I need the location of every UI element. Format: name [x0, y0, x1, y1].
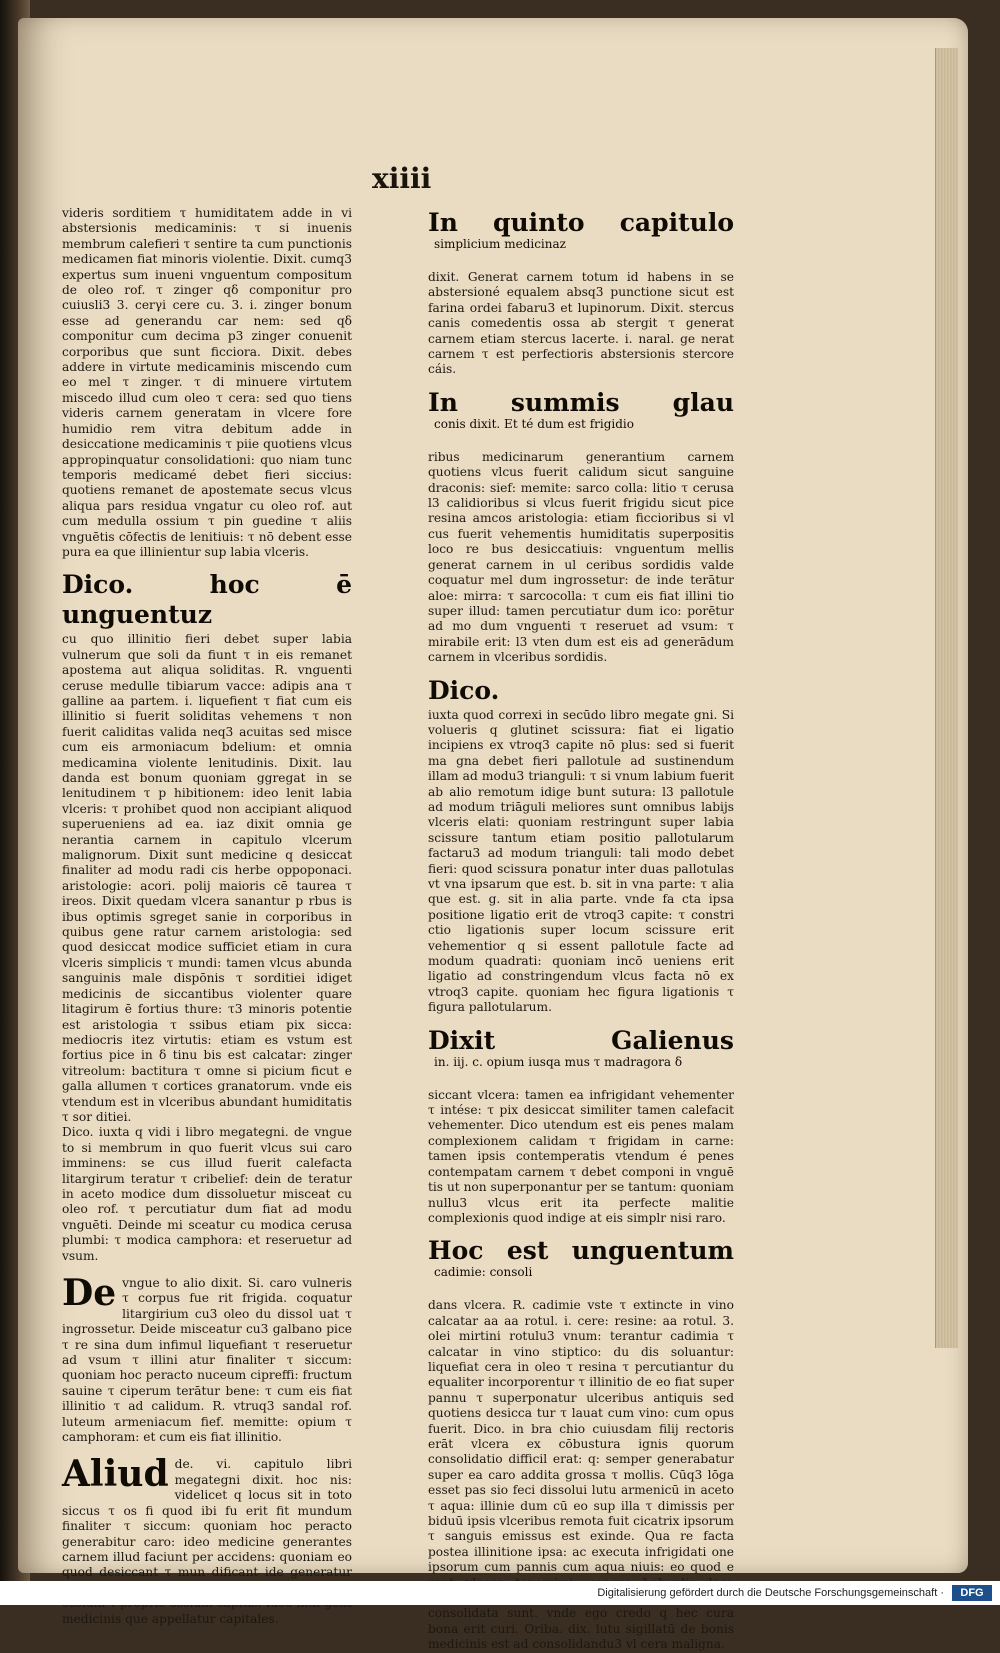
dico-section-right: [428, 708, 734, 1016]
summis-section: [428, 450, 734, 666]
hoc-heading-text: Hoc est unguentum: [428, 1236, 734, 1266]
folio-number: xiiii: [372, 162, 432, 195]
galienus-section: [428, 1088, 734, 1227]
hoc-heading-small: cadimie: consoli: [434, 1265, 533, 1280]
dico-text-right: iuxta quod correxi in secūdo libro megate gni. Si volueris q glutinet scissura: fiat ei ligatio incipiens ex vtroq3 capite nō plus: sed si fuerit ma gna debet fieri pallotule ad sustinendum illam ad modu3 trianguli: τ si vnum labium fuerit ab alio remotum idige bunt sutura: l3 pallotule ad modum triāguli meliores sunt omnibus labijs vlceris elati: quoniam restringunt super labia scissure tantum etiam positio pallotularum factaru3 ad modum trianguli: tali modo debet fieri: quod scissura ponatur inter duas pallotulas vt vna ipsarum que est. b. sit in vna parte: τ alia que est. g. sit in alia parte. vnde fa cta ipsa positione ligatio erit de vtroq3 capite: τ constri ctio ligationis super locum scissure erit vehementior q si essent pallotule facte ad modum quadrati: quoniam incō ueniens erit ligatio ad constringendum vlcus facta nō ex vtroq3 capite. quoniam hec figura ligationis τ figura pallotularum.: [428, 707, 734, 1015]
footer-credit: Digitalisierung gefördert durch die Deutsche Forschungsgemeinschaft ·: [597, 1587, 944, 1599]
dico-section-left: [62, 632, 352, 1125]
galienus-text: siccant vlcera: tamen ea infrigidant vehementer τ intése: τ pix desiccat similiter tamen calefacit vehementer. Dico utendum est eis penes malam complexionem calidam τ frigidam in carne: tamen ipsis contemperatis vtendum é penes contempatam carnem τ debet componi in vnguē tis ut non superponantur per se tantum: quoniam nullu3 vlcus erit ita perfecte malitie complexionis quod indige at eis simplr nisi raro.: [428, 1087, 734, 1225]
dfg-logo: DFG: [952, 1585, 992, 1601]
de-initial: De: [62, 1272, 117, 1314]
summis-heading: [428, 388, 734, 448]
dico-heading-right: Dico.: [428, 675, 500, 705]
hoc-heading: [428, 1236, 734, 1296]
left-intro: [62, 206, 352, 560]
galienus-heading-small: in. iij. c. opium iusqa mus τ madragora δ: [434, 1054, 683, 1069]
page-edges: [935, 48, 958, 1348]
aliud-initial: Aliud: [62, 1453, 169, 1496]
summis-heading-text: In summis glau: [428, 387, 734, 417]
dico-second-section: [62, 1125, 352, 1264]
quinto-heading: [428, 208, 734, 268]
aliud-text: de. vi. capitulo libri megategni dixit. hoc nis: videlicet q locus sit in toto siccus τ os fi quod ibi fu erit fit mundum finaliter τ siccum: quoniam hoc peracto generabitur caro: ideo medicine generantes carnem illud faciunt per accidens: quoniam eo quod desiccant τ mun dificant ide generatur medicinis que appellatur capitales.: [62, 1457, 352, 1626]
hoc-text: dans vlcera. R. cadimie vste τ extincte in vino calcatar aa aa rotul. i. cere: resine: aa rotul. 3. olei mirtini rotulu3 vnum: terantur cadimia τ calcatar in vino stiptico: du dis soluantur: liquefiat cera in oleo τ resina τ percutiantur du equaliter incorporentur τ illinitio de eo fiat super pannu τ superponatur ulceribus antiquis sed quotiens desicca tur τ lauat cum vino: cum opus fuerit. Dico. in bra chio cuiusdam filij rectoris erāt vlcera ex cōbustura ignis quorum consolidatio difficil erat: q: semper generabatur super ea caro addita grossa τ mollis. Cūq3 lōga esset pas sio feci dissolui lutu armenicū in aceto τ aqua: illinie dum cū eo sup illa τ dimissis per biduū ipsis vlceribus remota fuit cicatrix ipsorum τ sanguis emissus est exinde. Qua re facta postea illinitione ipsa: ac executa infrigidati one ipsorum cum pannis cum aqua niuis: eo quod e consolidata sunt. vnde ego credo q hec cura bona erit curi. Oriba. dix. lutu sigillatū de bonis medicinis est ad consolidandu3 vl cera maligna.: [428, 1298, 734, 1652]
summis-text: ribus medicinarum generantium carnem quotiens vlcus fuerit calidum sicut sanguine draconis: sief: memite: sarco colla: litio τ cerusa l3 calidioribus si vlcus fuerit frigidu sicut pice resina amcos aristologia: etiam ficcioribus si vl cus fuerit vehementis humiditatis superpositis loco re bus desiccatiuis: vnguentum mellis generat carnem in ul ceribus sordidis valde coquatur mel dum ingrossetur: de inde terātur aloe: mirra: τ sarcocolla: τ cum eis fiat illini tio super illud: tamen percutiatur dum ico: porētur ad mo dum vnguenti τ reseruet ad vsum: τ mirabile erit: l3 vten dum est eis ad generādum carnem in vlceribus sordidis.: [428, 449, 734, 665]
quinto-section: [428, 270, 734, 378]
dico-heading-left: Dico. hoc ē unguentuz: [62, 570, 352, 630]
de-section: [62, 1272, 352, 1445]
summis-heading-small: conis dixit. Et té dum est frigidio: [434, 416, 634, 431]
quinto-heading-small: simplicium medicinaz: [434, 237, 566, 251]
quinto-text: dixit. Generat carnem totum id habens in se abstersioné equalem absq3 punctione sicut est farina ordei fabaru3 et lupinorum. Dixit. stercus canis comedentis ossa ab stergit τ generat carnem etiam stercus lacerte. i. naral. ge nerat carnem τ est perfectioris abstersionis stercore cáis.: [428, 270, 734, 377]
right-column: [428, 198, 734, 1653]
galienus-heading-text: Dixit Galienus: [428, 1025, 734, 1055]
left-column: [62, 206, 352, 1627]
de-text: vngue to alio dixit. Si. caro vulneris τ corpus fue rit frigida. coquatur litargirium cu3 oleo du dissol uat τ ingrossetur. Deide misceatur cu3 galbano pice τ re sina dum infimul liquefiant τ reseruetur ad vsum τ illini atur finaliter τ siccum: quoniam hoc peracto nuceum cipreffi: fructum sauine τ ciperum terātur bene: τ cum eis fiat illinitio τ ad calidum. R. vtruq3 sandal rof. luteum armeniacum fief. memitte: opium τ camphoram: et cum eis fiat illinitio.: [62, 1276, 352, 1445]
digitization-footer: [0, 1581, 1000, 1605]
quinto-heading-text: In quinto capitulo: [428, 208, 734, 237]
dico-second-text: Dico. iuxta q vidi i libro megategni. de vngue to si membrum in quo fuerit vlcus sui caro imminens: se cus illud fuerit calefacta litargirum teratur τ cribelief: dein de teratur in aceto modice dum dissoluetur misceat cu oleo rof. τ percutiatur dum fiat ad modu vnguēti. Deinde mi sceatur cu modica cerusa plumbi: τ modica camphora: et reseruetur ad vsum.: [62, 1125, 352, 1263]
left-intro-text: videris sorditiem τ humiditatem adde in vi abstersionis medicaminis: τ si inuenis membrum calefieri τ sentire ta cum punctionis medicamen fiat minoris violentie. Dixit. cumq3 expertus sum inueni vnguentum compositum de oleo rof. τ zinger qδ componitur pro cuiusli3 3. cerγi cere cu. 3. i. zinger bonum esse ad generandu car nem: sed qδ componitur cum decima p3 zinger conuenit corporibus que sunt ficciora. Dixit. debes addere in virtute medicaminis miscendo cum eo mel τ zinger. τ di minuere virtutem miscedo illud cum oleo τ cera: sed quo tiens videris carnem generatam in vlcere fore humidio rem vitra debitum adde in desiccatione medicaminis τ piie quotiens vlcus appropinquatur consolidationi: quo niam tunc temporis medicamé debet fieri siccius: quotiens remanet de apostemate secus vlcus aliqua pars residua vngatur cu oleo rof. aut cum medulla ossium τ pin guedine τ aliis vnguētis cōfectis de lenitiuis: τ nō debent esse pura ea que illinientur sup labia vlceris.: [62, 206, 352, 559]
galienus-heading: [428, 1026, 734, 1086]
dico-text-left: cu quo illinitio fieri debet super labia vulnerum que soli da fiunt τ in eis remanet apostema aut aliqua soliditas. R. vnguenti ceruse medulle tibiarum vacce: adipis ana τ galline aa partem. i. liquefient τ fiat cum eis illinitio si fuerit soliditas vehemens τ non fuerit caliditas valida neq3 acuitas sed misce cum eis armoniacum bdelium: et omnia medicamina violente lenitudinis. Dixit. lau danda est bonum quoniam ggregat in se lenitudinem τ p hibitionem: ideo lenit labia vlceris: τ prohibet quod non accipiant aliquod superueniens ad ea. iaz dixit omnia ge nerantia carnem in capitulo vlcerum malignorum. Dixit sunt medicine q desiccat finaliter ad modu radi cis herbe oppoponaci. aristologie: acori. polij maioris cē taurea τ ireos. Dixit quedam vlcera sanantur p rbus is ibus optimis sgreget sanie in corporibus in quibus gene ratur carnem aristologia: sed quod desiccat modice sufficiet etiam in cura vlceris simplicis τ mundi: tamen vlcus abunda sanguinis male dispōnis τ sorditiei idiget medicinis de siccantibus violenter quare litagirum ē fortius thure: τ3 minoris potentie est aristologia τ ssibus etiam pix sicca: mediocris itez virtutis: etiam es vstum est fortius pice in δ tinu bis est calcatar: zinger vitreolum: bactitura τ omne si picium ficut e galla allumen τ cortices granatorum. vnde eis vtendum est in vlceribus abundant humiditatis τ sor ditiei.: [62, 632, 352, 1124]
